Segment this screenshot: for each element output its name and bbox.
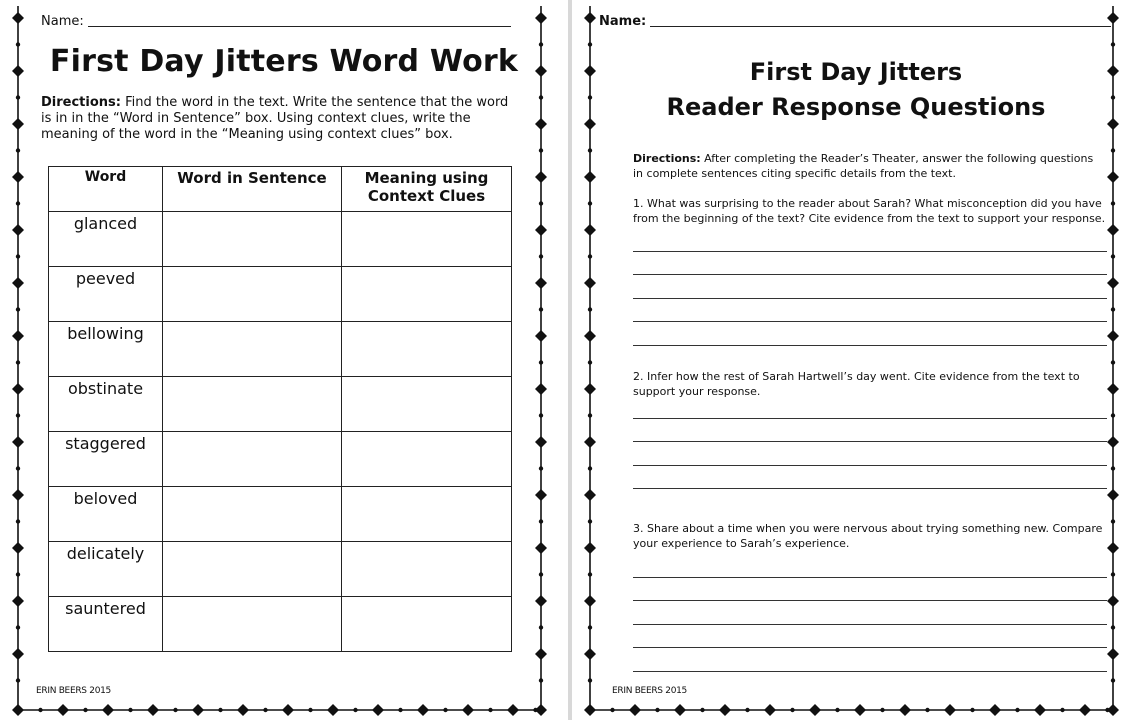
name-rule (88, 26, 511, 27)
word-table (48, 166, 512, 652)
vocab-word: obstinate (49, 377, 163, 432)
answer-lines-2 (633, 395, 1107, 489)
answer-line (633, 275, 1107, 299)
answer-line (633, 648, 1107, 672)
meaning-cell[interactable] (342, 377, 512, 432)
vocab-word: peeved (49, 267, 163, 322)
meaning-cell[interactable] (342, 212, 512, 267)
question-3: 3. Share about a time when you were nervous about trying something new. Compare your experience to Sarah’s experience. (633, 522, 1103, 550)
directions (41, 95, 517, 143)
directions-text: Find the word in the text. Write the sentence that the word is in in the “Word in Sentence” box. Using context clues, write the meaning of the word in the “Meaning using context clues” box. (41, 95, 509, 142)
vocab-word: glanced (49, 212, 163, 267)
name-line (599, 14, 1111, 29)
answer-line (633, 299, 1107, 323)
meaning-cell[interactable] (342, 432, 512, 487)
sentence-cell[interactable] (163, 267, 342, 322)
sentence-cell[interactable] (163, 322, 342, 377)
table-row (49, 377, 512, 432)
question-1: 1. What was surprising to the reader about Sarah? What misconception did you have from the beginning of the text? Cite evidence from the text to support your response. (633, 197, 1106, 225)
name-label: Name: (599, 14, 647, 29)
vocab-word: staggered (49, 432, 163, 487)
table-row (49, 322, 512, 377)
table-row (49, 487, 512, 542)
word-work-page (0, 0, 568, 720)
header-word: Word (49, 167, 163, 212)
sentence-cell[interactable] (163, 377, 342, 432)
meaning-cell[interactable] (342, 322, 512, 377)
name-rule (650, 26, 1111, 27)
vocab-word: delicately (49, 542, 163, 597)
answer-line (633, 466, 1107, 490)
page-subtitle: Reader Response Questions (666, 93, 1046, 121)
vocab-word: bellowing (49, 322, 163, 377)
meaning-cell[interactable] (342, 267, 512, 322)
vocab-word: sauntered (49, 597, 163, 652)
answer-line (633, 578, 1107, 602)
answer-line (633, 625, 1107, 649)
answer-lines-1 (633, 228, 1107, 346)
reader-response-page (572, 0, 1140, 720)
answer-lines-3 (633, 554, 1107, 672)
answer-line (633, 442, 1107, 466)
page-title: First Day Jitters (749, 58, 963, 86)
footer-credit: ERIN BEERS 2015 (612, 686, 687, 696)
meaning-cell[interactable] (342, 597, 512, 652)
table-header-row (49, 167, 512, 212)
table-row (49, 542, 512, 597)
sentence-cell[interactable] (163, 597, 342, 652)
answer-line (633, 419, 1107, 443)
header-word-in-sentence: Word in Sentence (163, 167, 342, 212)
page-title: First Day Jitters Word Work (49, 44, 519, 79)
question-2: 2. Infer how the rest of Sarah Hartwell’s day went. Cite evidence from the text to support your response. (633, 370, 1080, 398)
sentence-cell[interactable] (163, 432, 342, 487)
meaning-cell[interactable] (342, 542, 512, 597)
header-meaning: Meaning using Context Clues (342, 167, 512, 212)
table-row (49, 267, 512, 322)
answer-line (633, 228, 1107, 252)
directions (633, 151, 1103, 181)
directions-label: Directions: (41, 95, 121, 110)
sentence-cell[interactable] (163, 212, 342, 267)
table-row (49, 597, 512, 652)
table-row (49, 212, 512, 267)
footer-credit: ERIN BEERS 2015 (36, 686, 111, 696)
vocab-word: beloved (49, 487, 163, 542)
answer-line (633, 554, 1107, 578)
directions-text: After completing the Reader’s Theater, answer the following questions in complete sentences citing specific details from the text. (633, 152, 1094, 180)
answer-line (633, 322, 1107, 346)
name-label: Name: (41, 14, 84, 29)
answer-line (633, 601, 1107, 625)
meaning-cell[interactable] (342, 487, 512, 542)
table-row (49, 432, 512, 487)
sentence-cell[interactable] (163, 542, 342, 597)
answer-line (633, 252, 1107, 276)
sentence-cell[interactable] (163, 487, 342, 542)
directions-label: Directions: (633, 152, 701, 165)
name-line (41, 14, 511, 29)
answer-line (633, 395, 1107, 419)
